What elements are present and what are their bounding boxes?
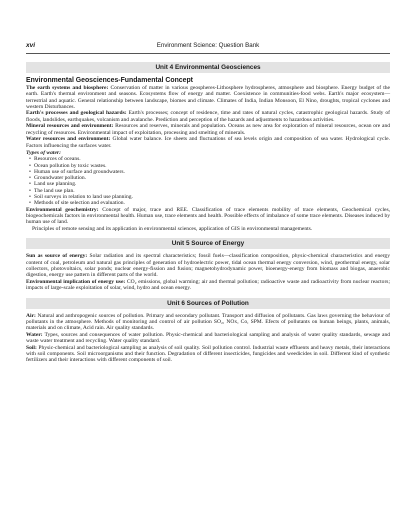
page-number: xvi [26,42,36,49]
list-item: • The land use plan. [29,188,390,194]
list-item: • Groundwater pollution. [29,175,390,181]
paragraph-earth-systems [26,85,390,110]
paragraph-mineral-resources [26,123,390,136]
term-label: Soil: [26,344,37,351]
paragraph-soil [26,345,390,364]
paragraph-earth-processes [26,110,390,123]
paragraph-text: CO₂ emissions, global warming; air and thermal pollution; radioactive waste and radioactivity from nuclear reactors; impacts of large-scale exploitation of solar, wind, hydro and ocean energy. [26,278,391,292]
paragraph-text: Global water balance. Ice sheets and fluctuations of sea levels origin and composition of sea water. Hydrological cycle. Factors influencing the surfaces water. [26,136,390,149]
paragraph-remote-sensing: Principles of remote sensing and its application in environmental sciences, application of GIS in environmental managements. [32,225,313,232]
list-item: • Methods of site selection and evaluation. [29,200,390,206]
term-label: Water resources and environment: [26,136,111,143]
types-of-water-list [29,156,390,206]
list-item: • Soil surveys in relation to land use planning. [29,194,390,200]
paragraph-text: Solar radiation and its spectral characteristics; fossil fuels—classification composition, physic-chemical characteristics and energy content of coal, petroleum and natural gas principles of generation of hydroelectric power, tidal ocean thermal energy conversion, wind, geothermal energy, solar collectors, photovoltaics, solar ponds; nuclear energy-fission and fusion; magnetohydrodynamic power, bioenergy-energy from biomass and biogas, anaerobic digestion, energy use pattern in different parts of the world. [26,253,390,279]
paragraph-energy-implication [26,279,390,292]
list-item: • Human use of surface and groundwaters. [29,169,390,175]
paragraph-text: Earth's processes; concept of residence, time and rates of natural cycles, catastrophic geological hazards. Study of floods, landslides, earthquakes, volcanism and avalanche. Prediction and perception of the hazards and adjustments to hazardous activities. [26,110,390,123]
paragraph-water-resources [26,136,390,149]
term-label: The earth systems and biosphere: [26,85,109,91]
term-label: Sun as source of energy: [26,253,88,260]
paragraph-text: Conservation of matter in various geospheres-Lithosphere hydrospheres, atmosphere and biosphere. Energy budget of the earth. Earth's thermal environment and seasons. Ecosystems flow of energy and matter. Coexistence in communities-food webs. Earth's major ecosystem—terrestrial and aquatic. General relationship between landscape, biomes and climate. Climates of India, Indian Monsoon, El Nino, droughts, tropical cyclones and western Disturbances. [26,85,391,110]
paragraph-sun-energy [26,253,390,278]
unit-5-heading: Unit 5 Source of Energy [26,238,390,249]
paragraph-geochemistry [26,207,390,226]
header-title: Environment Science: Question Bank [156,42,260,49]
term-label: Mineral resources and environment: [26,123,114,130]
paragraph-text: Concept of major, trace and REE. Classification of trace elements mobility of trace elements, Geochemical cycles, biogeochemicals factors in environmental health. Human use, trace elements and health. Possible effects of imbalance of some trace elements. Diseases induced by human use of land. [26,206,390,226]
section-title: Environmental Geosciences-Fundamental Concept [26,77,193,84]
running-header [26,41,390,54]
list-item: • Ocean pollution by toxic wastes. [29,163,390,169]
term-label: Environmental implication of energy use: [26,278,126,285]
term-label: Air: [26,312,36,319]
list-item: • Land use planning. [29,181,390,187]
term-label: Environmental geochemistry: [26,206,99,213]
page-content [26,60,390,364]
unit-6-heading: Unit 6 Sources of Pollution [26,298,390,309]
paragraph-air [26,313,390,332]
paragraph-text: Natural and anthropogenic sources of pollution. Primary and secondary pollutant. Transport and diffusion of pollutants. Gas laws governing the behaviour of pollutants in the atmosphere. Methods of monitoring and control of air pollution SO₂, NOx, Co, SPM. Efects of pollutants on human beings, plants, animals, materials and on climate, Acid rain. Air quality standards. [26,312,390,332]
list-item: • Resources of oceans. [29,156,390,162]
term-label: Water: [26,331,43,338]
paragraph-text: Resources and reserves, minerals and population. Oceans as new area for exploration of mineral resources, ocean ore and recycling of resources. Environmental impact of exploitation, processing and smelting of minerals. [26,123,390,136]
paragraph-text: Physic-chemical and bacteriological sampling as analysis of soil quality. Soil pollution control. Industrial waste effluents and heavy metals, their interactions with soil components. Soil microorganisms and their function. Degradation of different insecticides, fungicides and weedicides in soil. Different kind of synthetic fertilizers and their interactions with different components of soil. [26,344,390,364]
paragraph-text: Types, sources and consequences of water pollution. Physic-chemical and bacteriological sampling and analysis of water quality standards, sewage and waste water treatment and recycling. Water quality standard. [26,331,390,345]
types-of-water-heading: Types of water: [26,149,61,156]
paragraph-water [26,332,390,345]
unit-4-heading: Unit 4 Environmental Geosciences [26,62,390,73]
term-label: Earth's processes and geological hazards: [26,110,127,117]
